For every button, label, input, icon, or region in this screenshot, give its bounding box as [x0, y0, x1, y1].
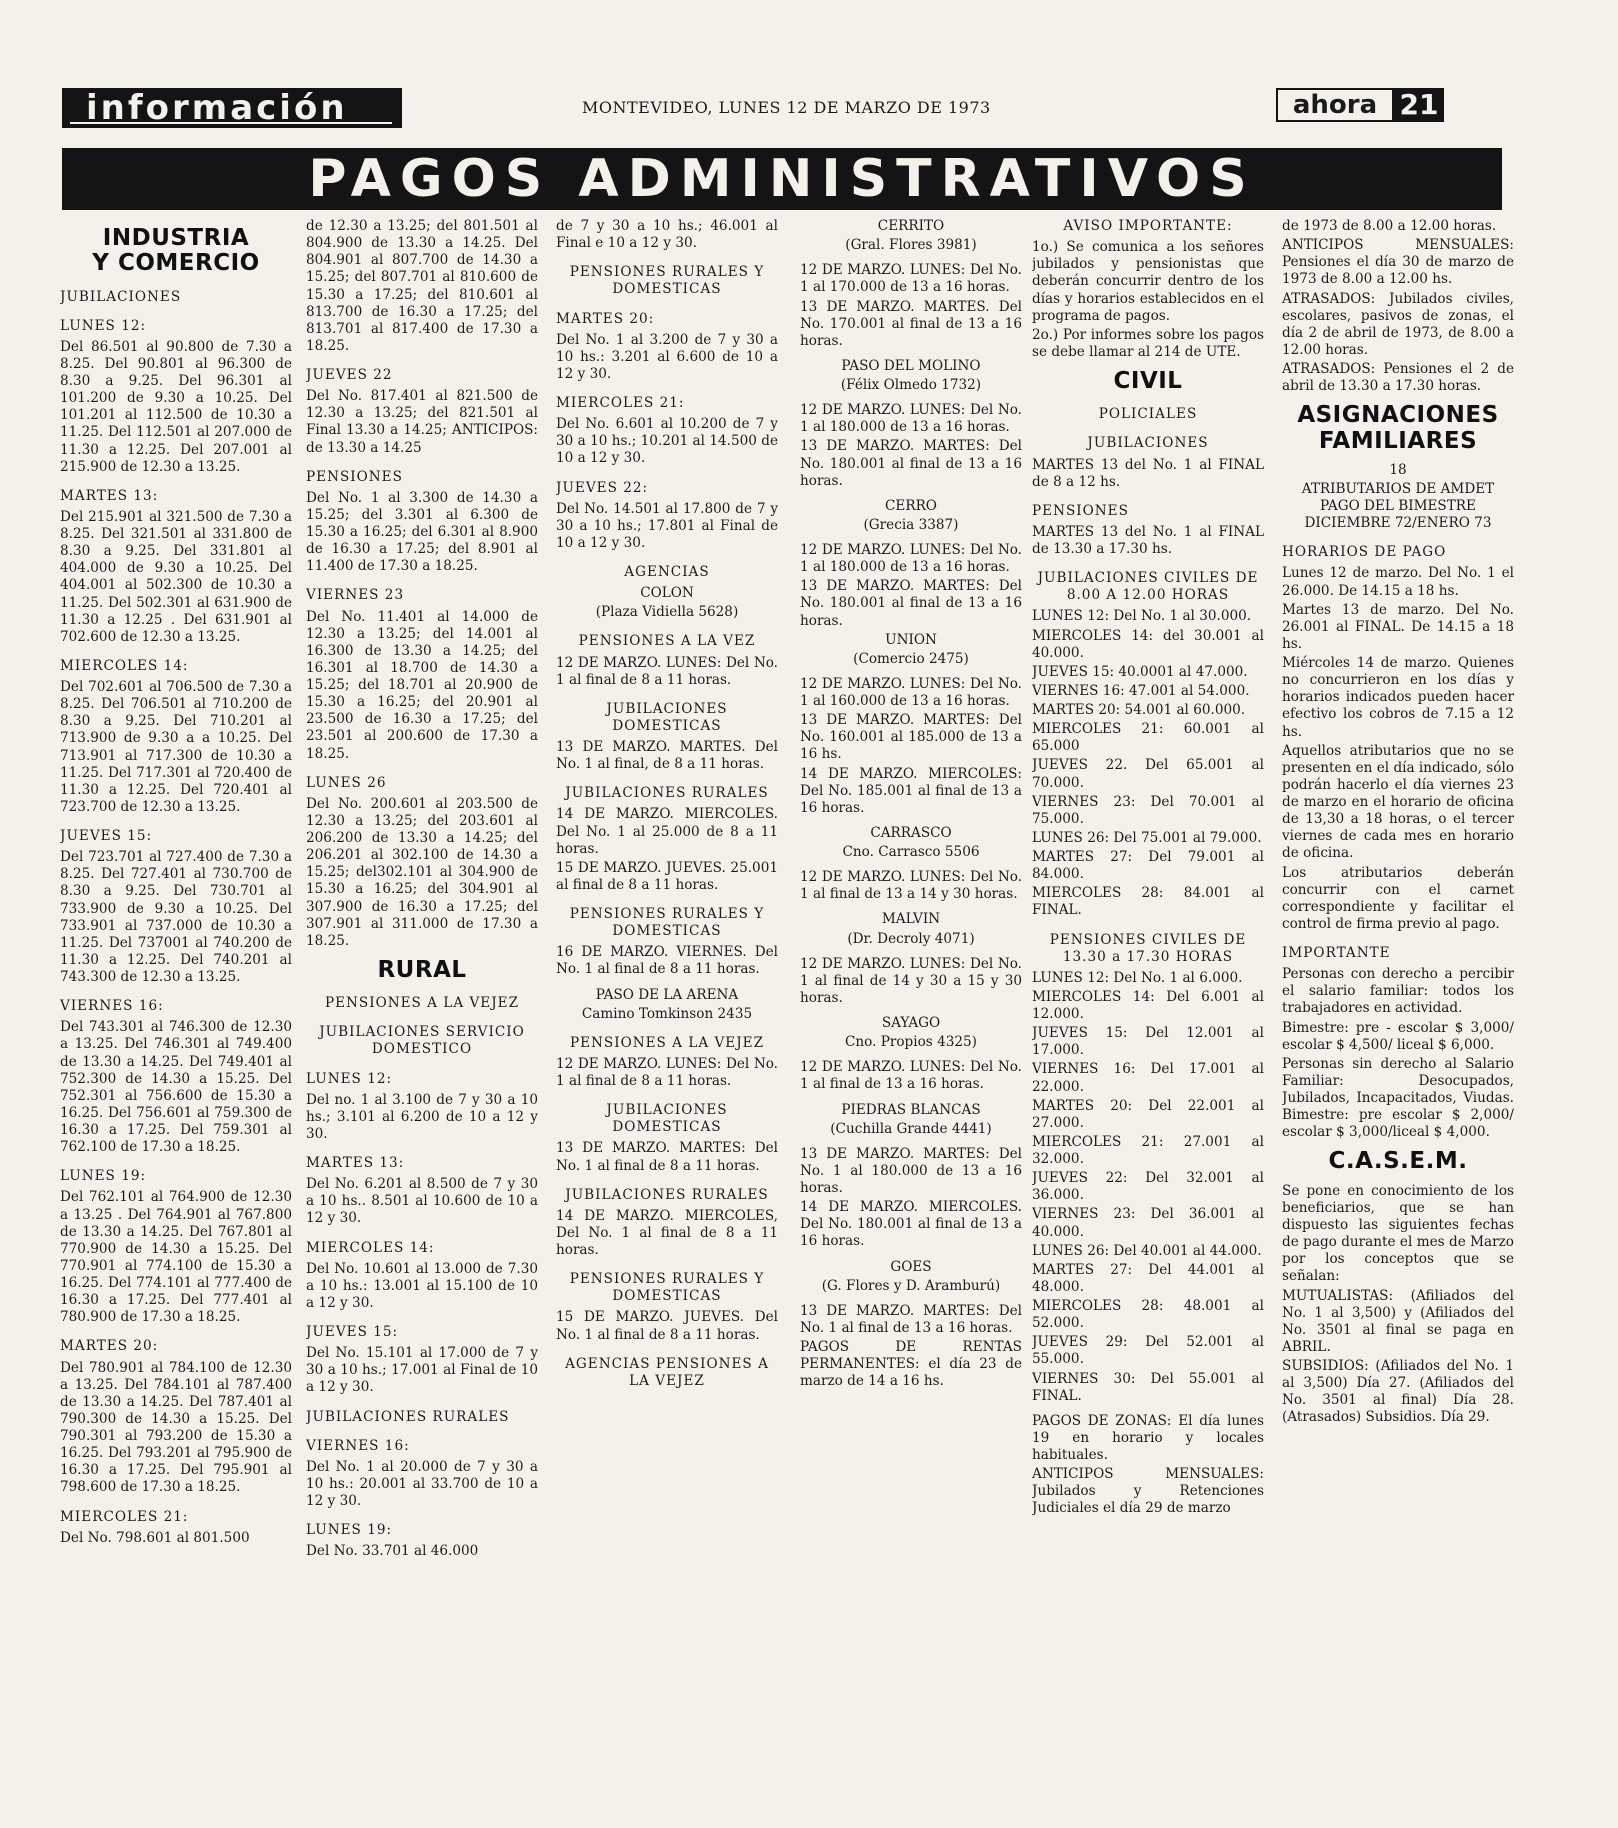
schedule-text: Del No. 10.601 al 13.000 de 7.30 a 10 hs.: 13.001 al 15.100 de 10 a 12 y 30. — [306, 1260, 538, 1311]
schedule-line: LUNES 12: Del No. 1 al 6.000. — [1032, 969, 1243, 986]
day-heading: JUEVES 22 — [306, 367, 393, 383]
subheading: JUBILACIONES DOMESTICAS — [606, 700, 728, 734]
day-heading: VIERNES 16: — [306, 1437, 410, 1454]
subheading: IMPORTANTE — [1282, 945, 1391, 962]
title-line: Y COMERCIO — [92, 250, 260, 277]
schedule-text: ANTICIPOS MENSUALES: Jubilados y Retenciones Judiciales el día 29 de marzo — [1032, 1466, 1264, 1517]
schedule-text: Del 743.301 al 746.300 de 12.30 a 13.25. Del 746.301 al 749.400 de 13.30 a 14.25. Del 749.401 al 752.300 de 14.30 a 15.25. Del 752.301 al 756.600 de 15.30 a 16.25. Del 756.601 al 759.300 de 16.30 a 17.25. Del 759.301 al 762.100 de 17.30 a 18.25. — [60, 1019, 292, 1156]
schedule-text: de 1973 de 8.00 a 12.00 horas. — [1282, 218, 1497, 234]
section-title — [60, 226, 292, 277]
schedule-text: 12 DE MARZO. LUNES: Del No. 1 al final de 8 a 11 horas. — [556, 1055, 778, 1089]
schedule-text: de 12.30 a 13.25; del 801.501 al 804.900 de 13.30 a 14.25. Del 804.901 al 807.700 de 14.30 a 15.25; del 807.701 al 810.600 de 15.30 a 17.25; del 810.601 al 813.700 de 16.30 a 17.25; del 813.701 al 817.400 de 17.30 a 18.25. — [306, 218, 538, 354]
agency-name: CARRASCO — [870, 824, 952, 841]
day-heading: LUNES 19: — [60, 1168, 147, 1185]
schedule-line: VIERNES 23: Del 36.001 al 40.000. — [1032, 1206, 1264, 1240]
subheading: ATRIBUTARIOS DE AMDET PAGO DEL BIMESTRE DICIEMBRE 72/ENERO 73 — [1301, 480, 1495, 532]
title-line: INDUSTRIA — [102, 225, 250, 251]
subheading: PENSIONES CIVILES DE 13.30 a 17.30 HORAS — [1049, 931, 1247, 965]
schedule-line: MIERCOLES 21: 60.001 al 65.000 — [1032, 721, 1264, 755]
schedule-text: 13 DE MARZO. MARTES. Del No. 1 al final, de 8 a 11 horas. — [556, 739, 778, 773]
schedule-text: Del No. 15.101 al 17.000 de 7 y 30 a 10 hs.; 17.001 al Final de 10 a 12 y 30. — [306, 1345, 538, 1396]
schedule-line: MARTES 20: Del 22.001 al 27.000. — [1032, 1097, 1264, 1131]
schedule-text: 16 DE MARZO. VIERNES. Del No. 1 al final de 8 a 11 horas. — [556, 944, 778, 978]
schedule-text: Del 780.901 al 784.100 de 12.30 a 13.25. Del 784.101 al 787.400 de 13.30 a 14.25. Del 787.401 al 790.300 de 14.30 a 15.25. Del 790.301 al 793.200 de 15.30 a 16.25. Del 793.201 al 795.900 de 16.30 a 17.25. Del 795.901 al 798.600 de 17.30 a 18.25. — [60, 1359, 292, 1496]
subheading: PENSIONES RURALES Y DOMESTICAS — [569, 264, 765, 298]
schedule-text: 12 DE MARZO. LUNES: Del No. 1 al final de 13 a 16 horas. — [800, 1059, 1022, 1093]
day-heading: LUNES 19: — [306, 1522, 393, 1539]
schedule-line: JUEVES 22. Del 65.001 al 70.000. — [1032, 757, 1264, 791]
agency-name: PASO DEL MOLINO — [841, 357, 981, 374]
schedule-text: 13 DE MARZO. MARTES: Del No. 1 al final de 13 a 16 horas. — [800, 1302, 1022, 1336]
schedule-text: Del No. 11.401 al 14.000 de 12.30 a 13.25; del 14.001 al 16.300 de 13.30 a 14.25; del 16.301 al 18.700 de 14.30 a 15.25; del 18.701 al 20.900 de 15.30 a 16.25; del 20.901 al 23.500 de 16.30 a 17.25; del 23.501 al 200.600 de 17.30 a 18.25. — [306, 608, 538, 762]
subheading: AGENCIAS PENSIONES A LA VEJEZ — [565, 1355, 769, 1389]
schedule-line: MIERCOLES 21: 27.001 al 32.000. — [1032, 1133, 1264, 1168]
subheading: JUBILACIONES SERVICIO DOMESTICO — [319, 1024, 525, 1058]
schedule-text: Del 723.701 al 727.400 de 7.30 a 8.25. Del 727.401 al 730.700 de 8.30 a 9.25. Del 730.701 al 733.900 de 9.30 a 10.25. Del 733.901 al 737.000 de 10.30 a 11.25. Del 737001 al 740.200 de 11.30 a 12.25. Del 740.201 al 743.300 de 12.30 a 13.25. — [60, 849, 292, 986]
agency-address: Cno. Propios 4325) — [844, 1034, 977, 1051]
agency-address: Cno. Carrasco 5506 — [842, 844, 980, 860]
schedule-line: JUEVES 22: Del 32.001 al 36.000. — [1032, 1170, 1264, 1204]
schedule-text: 15 DE MARZO. JUEVES. 25.001 al final de 8 a 11 horas. — [556, 859, 778, 893]
subheading: JUBILACIONES CIVILES DE 8.00 A 12.00 HORAS — [1037, 570, 1259, 604]
section-title — [1282, 403, 1514, 454]
schedule-text: Martes 13 de marzo. Del No. 26.001 al FINAL. De 14.15 a 18 hs. — [1282, 601, 1514, 652]
day-heading: MARTES 13: — [306, 1155, 405, 1172]
schedule-text: Del 702.601 al 706.500 de 7.30 a 8.25. Del 706.501 al 710.200 de 8.30 a 9.25. Del 710.201 al 713.900 de 9.30 a a 10.25. Del 713.901 al 717.300 de 10.30 a 11.25. Del 717.301 al 720.400 de 11.30 a 12.25. Del 720.401 al 723.700 de 12.30 a 13.25. — [60, 679, 292, 815]
schedule-text: 13 DE MARZO. MARTES: Del No. 180.001 al final de 13 a 16 horas. — [800, 438, 1022, 489]
subheading: JUBILACIONES — [1087, 435, 1209, 452]
day-heading: MIERCOLES 21: — [556, 395, 685, 411]
schedule-text: Miércoles 14 de marzo. Quienes no concurrieron en los días y horarios indicados pueden hacer efectivo los cobros de 7.15 a 12 hs. — [1282, 655, 1514, 740]
subheading: PENSIONES RURALES Y DOMESTICAS — [569, 1271, 765, 1305]
notice-text: Se pone en conocimiento de los beneficiarios, que se han dispuesto las siguientes fechas de pago durante el mes de Marzo por los conceptos que se señalan: — [1282, 1182, 1514, 1285]
schedule-text: 13 DE MARZO. MARTES: Del No. 1 al 180.000 de 13 a 16 horas. — [800, 1145, 1022, 1196]
schedule-text: ATRASADOS: Jubilados civiles, escolares, pasivos de zonas, el día 2 de abril de 1973, de 8.00 a 12.00 horas. — [1282, 290, 1514, 358]
agency-name: GOES — [890, 1258, 932, 1275]
day-heading: JUEVES 15: — [60, 828, 153, 845]
subheading: JUBILACIONES RURALES — [565, 785, 769, 802]
agency-address: (Gral. Flores 3981) — [845, 237, 977, 254]
notice-number: 18 — [1389, 461, 1407, 478]
notice-text: 2o.) Por informes sobre los pagos se debe llamar al 214 de UTE. — [1032, 326, 1264, 360]
schedule-text: Del No. 200.601 al 203.500 de 12.30 a 13.25; del 203.601 al 206.200 de 13.30 a 14.25; del 206.201 al 302.100 de 14.30 a 15.25; del302.101 al 304.900 de 15.30 a 16.25; del 304.901 al 307.900 de 16.30 a 17.25; del 307.901 al 311.000 de 17.30 a 18.25. — [306, 795, 538, 949]
day-heading: LUNES 12: — [60, 317, 147, 334]
notice-text: Bimestre: pre - escolar $ 3,000/ escolar $ 4,500/ liceal $ 6,000. — [1282, 1019, 1514, 1053]
subheading: JUBILACIONES — [60, 288, 182, 305]
schedule-text: 14 DE MARZO. MIERCOLES. Del No. 180.001 al final de 13 a 16 horas. — [800, 1199, 1022, 1250]
agency-address: (Dr. Decroly 4071) — [847, 930, 975, 947]
schedule-text: ATRASADOS: Pensiones el 2 de abril de 13.30 a 17.30 horas. — [1282, 361, 1514, 395]
agency-address: (Comercio 2475) — [853, 650, 969, 667]
schedule-text: Del 215.901 al 321.500 de 7.30 a 8.25. Del 321.501 al 331.800 de 8.30 a 9.25. Del 331.801 al 404.000 de 9.30 a 10.25. Del 404.001 al 502.300 de 10.30 a 11.25. Del 502.301 al 631.900 de 11.30 a 12.25 . Del 631.901 al 702.600 de 12.30 a 13.25. — [60, 508, 292, 645]
page-number: 21 — [1394, 88, 1444, 122]
day-heading: LUNES 12: — [306, 1070, 393, 1087]
notice-text: MUTUALISTAS: (Afiliados del No. 1 al 3,500) y (Afiliados del No. 3501 al final se paga en ABRIL. — [1282, 1287, 1514, 1355]
notice-text: SUBSIDIOS: (Afiliados del No. 1 al 3,500) Día 27. (Afiliados del No. 3501 al final) Día 28. (Atrasados) Subsidios. Día 29. — [1282, 1358, 1514, 1426]
title-line: ASIGNACIONES — [1297, 402, 1499, 429]
schedule-line: LUNES 12: Del No. 1 al 30.000. — [1032, 608, 1252, 625]
subheading: PENSIONES — [1032, 502, 1129, 519]
schedule-text: Del No. 1 al 20.000 de 7 y 30 a 10 hs.: 20.001 al 33.700 de 10 a 12 y 30. — [306, 1458, 538, 1510]
schedule-text: Aquellos atributarios que no se presenten en el día indicado, sólo podrán hacerlo el día viernes 23 de marzo en el horario de oficina de 13,30 a 18 horas, o el tercer viernes de cada mes en horario de oficina. — [1282, 742, 1514, 862]
section-title: CIVIL — [1113, 368, 1183, 394]
agency-address: Camino Tomkinson 2435 — [581, 1005, 753, 1022]
subheading: JUBILACIONES RURALES — [565, 1186, 769, 1203]
schedule-text: 13 DE MARZO. MARTES. Del No. 170.001 al final de 13 a 16 horas. — [800, 298, 1022, 349]
day-heading: VIERNES 16: — [60, 998, 164, 1015]
paper-name: ahora — [1276, 88, 1394, 122]
day-heading: MIERCOLES 14: — [60, 657, 189, 674]
agency-name: CERRO — [885, 497, 937, 514]
agency-address: (Félix Olmedo 1732) — [840, 377, 982, 393]
schedule-line: JUEVES 29: Del 52.001 al 55.000. — [1032, 1334, 1264, 1368]
schedule-text: Del no. 1 al 3.100 de 7 y 30 a 10 hs.; 3.101 al 6.200 de 10 a 12 y 30. — [306, 1091, 538, 1142]
schedule-line: MARTES 27: Del 44.001 al 48.000. — [1032, 1261, 1264, 1295]
schedule-text: 13 DE MARZO. MARTES: Del No. 160.001 al 185.000 de 13 a 16 hs. — [800, 712, 1022, 763]
day-heading: MARTES 20: — [60, 1338, 159, 1355]
schedule-text: Del No. 1 al 3.200 de 7 y 30 a 10 hs.: 3.201 al 6.600 de 10 a 12 y 30. — [556, 331, 778, 382]
agency-name: CERRITO — [877, 218, 945, 234]
schedule-text: 12 DE MARZO. LUNES: Del No. 1 al final de 14 y 30 a 15 y 30 horas. — [800, 955, 1022, 1006]
agency-address: (Cuchilla Grande 4441) — [830, 1120, 992, 1137]
notice-text: Personas sin derecho al Salario Familiar: Desocupados, Jubilados, Incapacitados, Viudas. Bimestre: pre escolar $ 2,000/ escolar $ 3,000/liceal $ 4,000. — [1282, 1055, 1514, 1141]
subheading: AGENCIAS — [624, 564, 710, 580]
subheading: JUBILACIONES RURALES — [306, 1408, 510, 1425]
schedule-text: MARTES 13 del No. 1 al FINAL de 8 a 12 hs. — [1032, 456, 1264, 490]
schedule-line: VIERNES 23: Del 70.001 al 75.000. — [1032, 793, 1264, 827]
schedule-text: 12 DE MARZO. LUNES: Del No. 1 al final de 13 a 14 y 30 horas. — [800, 869, 1022, 903]
notice-text: 1o.) Se comunica a los señores jubilados y pensionistas que deberán concurrir dentro de los días y horarios establecidos en el programa de pagos. — [1032, 239, 1264, 324]
subheading: JUBILACIONES DOMESTICAS — [606, 1102, 728, 1136]
schedule-text: MARTES 13 del No. 1 al FINAL de 13.30 a 17.30 hs. — [1032, 523, 1264, 558]
day-heading: VIERNES 23 — [306, 587, 405, 604]
day-heading: JUEVES 15: — [306, 1324, 399, 1341]
agency-name: SAYAGO — [881, 1015, 941, 1031]
column-industria — [60, 218, 292, 1818]
schedule-line: JUEVES 15: 40.0001 al 47.000. — [1032, 663, 1248, 680]
schedule-line: JUEVES 15: Del 12.001 al 17.000. — [1032, 1025, 1264, 1059]
schedule-line: LUNES 26: Del 40.001 al 44.000. — [1032, 1242, 1262, 1259]
subheading: PENSIONES A LA VEZ — [578, 633, 756, 650]
day-heading: MARTES 20: — [556, 310, 655, 327]
dateline: MONTEVIDEO, LUNES 12 DE MARZO DE 1973 — [582, 98, 991, 117]
day-heading: MIERCOLES 14: — [306, 1239, 435, 1256]
agency-name: UNION — [885, 631, 937, 648]
subheading: PENSIONES A LA VEJEZ — [324, 995, 520, 1012]
notice-heading: AVISO IMPORTANTE: — [1063, 218, 1233, 234]
schedule-text: Del No. 33.701 al 46.000 — [306, 1543, 479, 1560]
schedule-text: PAGOS DE ZONAS: El día lunes 19 en horario y locales habituales. — [1032, 1412, 1264, 1464]
column-agencias — [800, 218, 1022, 1818]
section-title: C.A.S.E.M. — [1328, 1148, 1468, 1175]
schedule-text: 12 DE MARZO. LUNES: Del No. 1 al 180.000 de 13 a 16 horas. — [800, 402, 1022, 436]
section-tag: información — [62, 88, 402, 128]
schedule-line: VIERNES 16: Del 17.001 al 22.000. — [1032, 1061, 1264, 1095]
notice-text: Personas con derecho a percibir el salario familiar: todos los trabajadores en actividad. — [1282, 966, 1514, 1017]
schedule-line: VIERNES 30: Del 55.001 al FINAL. — [1032, 1370, 1264, 1404]
schedule-line: MIERCOLES 14: del 30.001 al 40.000. — [1032, 627, 1264, 661]
schedule-line: MIERCOLES 28: 48.001 al 52.000. — [1032, 1298, 1264, 1332]
schedule-line: MIERCOLES 28: 84.001 al FINAL. — [1032, 885, 1264, 919]
agency-name: COLON — [640, 585, 694, 602]
schedule-text: de 7 y 30 a 10 hs.; 46.001 al Final e 10 a 12 y 30. — [556, 218, 778, 252]
schedule-line: MIERCOLES 14: Del 6.001 al 12.000. — [1032, 988, 1264, 1023]
schedule-line: VIERNES 16: 47.001 al 54.000. — [1032, 682, 1250, 699]
schedule-text: 12 DE MARZO. LUNES: Del No. 1 al 180.000 de 13 a 16 horas. — [800, 542, 1022, 576]
schedule-text: 14 DE MARZO. MIERCOLES, Del No. 1 al final de 8 a 11 horas. — [556, 1207, 778, 1258]
subheading: PENSIONES RURALES Y DOMESTICAS — [569, 906, 765, 940]
schedule-text: 12 DE MARZO. LUNES: Del No. 1 al 170.000 de 13 a 16 horas. — [800, 262, 1022, 296]
schedule-text: Del 762.101 al 764.900 de 12.30 a 13.25 . Del 764.901 al 767.800 de 13.30 a 14.25. Del 767.801 al 770.900 de 14.30 a 15.25. Del 770.901 al 774.100 de 15.30 a 16.25. Del 774.101 al 777.400 de 16.30 a 17.25. Del 777.401 al 780.900 de 17.30 a 18.25. — [60, 1189, 292, 1326]
schedule-text: Del No. 817.401 al 821.500 de 12.30 a 13.25; del 821.501 al Final 13.30 a 14.25; ANTICIPOS: de 13.30 a 14.25 — [306, 388, 538, 456]
agency-name: PASO DE LA ARENA — [595, 986, 739, 1003]
subheading: PENSIONES — [306, 468, 403, 485]
schedule-text: Del 86.501 al 90.800 de 7.30 a 8.25. Del 90.801 al 96.300 de 8.30 a 9.25. Del 96.301 al 101.200 de 9.30 a 10.25. Del 101.201 al 112.500 de 10.30 a 11.25. Del 112.501 al 207.000 de 11.30 a 12.25. Del 207.001 al 215.900 de 12.30 a 13.25. — [60, 338, 292, 475]
column-rural-agencias — [556, 218, 778, 1818]
agency-name: MALVIN — [881, 911, 941, 928]
schedule-line: MARTES 20: 54.001 al 60.000. — [1032, 702, 1246, 719]
schedule-text: 14 DE MARZO. MIERCOLES. Del No. 1 al 25.000 de 8 a 11 horas. — [556, 806, 778, 857]
schedule-text: Del No. 798.601 al 801.500 — [60, 1529, 250, 1546]
day-heading: MIERCOLES 21: — [60, 1508, 189, 1525]
schedule-line: MARTES 27: Del 79.001 al 84.000. — [1032, 849, 1264, 883]
agency-address: (G. Flores y D. Aramburú) — [821, 1277, 1001, 1294]
section-title: RURAL — [377, 956, 467, 983]
schedule-text: ANTICIPOS MENSUALES: Pensiones el día 30 de marzo de 1973 de 8.00 a 12.00 hs. — [1282, 237, 1514, 288]
agency-address: (Plaza Vidiella 5628) — [595, 604, 739, 621]
schedule-text: 15 DE MARZO. JUEVES. Del No. 1 al final de 8 a 11 horas. — [556, 1309, 778, 1343]
schedule-text: Del No. 6.201 al 8.500 de 7 y 30 a 10 hs.. 8.501 al 10.600 de 10 a 12 y 30. — [306, 1176, 538, 1227]
masthead — [62, 88, 1502, 132]
schedule-text: 12 DE MARZO. LUNES: Del No. 1 al final de 8 a 11 horas. — [556, 654, 778, 688]
schedule-text: 14 DE MARZO. MIERCOLES: Del No. 185.001 al final de 13 a 16 horas. — [800, 765, 1022, 816]
schedule-text: PAGOS DE RENTAS PERMANENTES: el día 23 de marzo de 14 a 16 hs. — [800, 1339, 1022, 1390]
schedule-text: Del No. 14.501 al 17.800 de 7 y 30 a 10 hs.; 17.801 al Final de 10 a 12 y 30. — [556, 500, 778, 551]
schedule-text: 13 DE MARZO. MARTES: Del No. 1 al final de 8 a 11 horas. — [556, 1140, 778, 1174]
column-asignaciones — [1282, 218, 1514, 1818]
schedule-text: Los atributarios deberán concurrir con el carnet correspondiente y facilitar el control de firma previo al pago. — [1282, 864, 1514, 932]
title-line: FAMILIARES — [1318, 427, 1478, 454]
schedule-text: 12 DE MARZO. LUNES: Del No. 1 al 160.000 de 13 a 16 horas. — [800, 675, 1022, 709]
day-heading: JUEVES 22: — [556, 479, 649, 496]
schedule-line: LUNES 26: Del 75.001 al 79.000. — [1032, 829, 1262, 846]
schedule-text: Lunes 12 de marzo. Del No. 1 el 26.000. De 14.15 a 18 hs. — [1282, 565, 1514, 599]
page-banner: PAGOS ADMINISTRATIVOS — [62, 148, 1502, 210]
subheading: HORARIOS DE PAGO — [1282, 544, 1447, 561]
day-heading: LUNES 26 — [306, 774, 387, 791]
column-industria-cont — [306, 218, 538, 1818]
day-heading: MARTES 13: — [60, 487, 159, 504]
agency-address: (Grecia 3387) — [863, 516, 959, 533]
subheading: PENSIONES A LA VEJEZ — [569, 1034, 765, 1051]
subheading: POLICIALES — [1098, 406, 1198, 423]
schedule-text: 13 DE MARZO. MARTES: Del No. 180.001 al final de 13 a 16 horas. — [800, 578, 1022, 629]
schedule-text: Del No. 6.601 al 10.200 de 7 y 30 a 10 hs.; 10.201 al 14.500 de 10 a 12 y 30. — [556, 416, 778, 467]
schedule-text: Del No. 1 al 3.300 de 14.30 a 15.25; del 3.301 al 6.300 de 15.30 a 16.25; del 6.301 al 8.900 de 16.30 a 17.25; del 8.901 al 11.400 de 17.30 a 18.25. — [306, 489, 538, 575]
column-civil — [1032, 218, 1264, 1818]
agency-name: PIEDRAS BLANCAS — [841, 1101, 981, 1118]
